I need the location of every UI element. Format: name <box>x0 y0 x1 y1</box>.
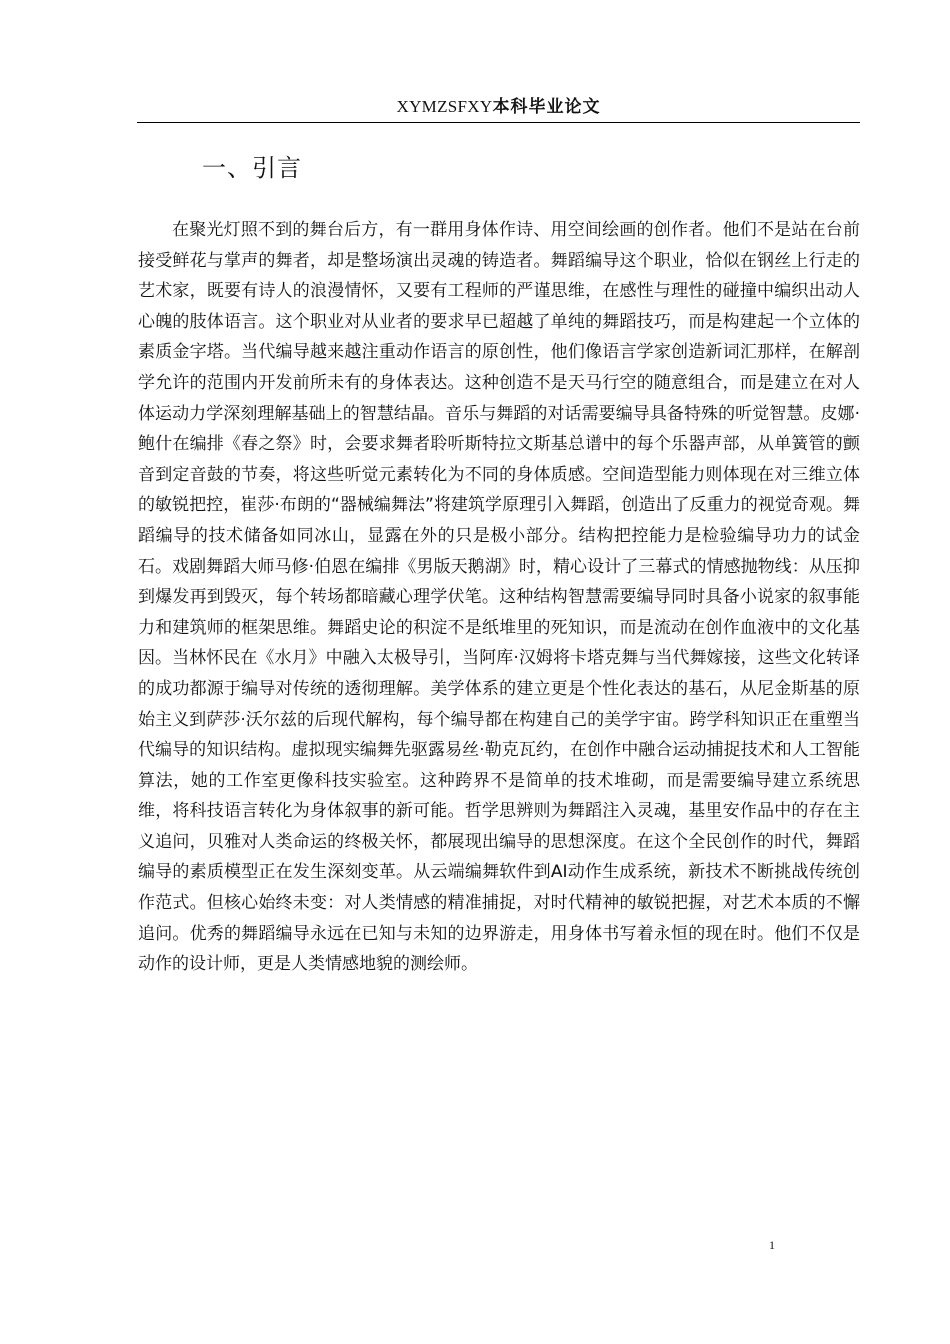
page-header <box>137 92 860 123</box>
header-code: XYMZSFXY <box>396 97 493 116</box>
page-number: 1 <box>769 1238 775 1252</box>
body-paragraph: 在聚光灯照不到的舞台后方，有一群用身体作诗、用空间绘画的创作者。他们不是站在台前接受鲜花与掌声的舞者，却是整场演出灵魂的铸造者。舞蹈编导这个职业，恰似在钢丝上行走的艺术家，既要有诗人的浪漫情怀，又要有工程师的严谨思维，在感性与理性的碰撞中编织出动人心魄的肢体语言。这个职业对从业者的要求早已超越了单纯的舞蹈技巧，而是构建起一个立体的素质金字塔。当代编导越来越注重动作语言的原创性，他们像语言学家创造新词汇那样，在解剖学允许的范围内开发前所未有的身体表达。这种创造不是天马行空的随意组合，而是建立在对人体运动力学深刻理解基础上的智慧结晶。音乐与舞蹈的对话需要编导具备特殊的听觉智慧。皮娜·鲍什在编排《春之祭》时，会要求舞者聆听斯特拉文斯基总谱中的每个乐器声部，从单簧管的颤音到定音鼓的节奏，将这些听觉元素转化为不同的身体质感。空间造型能力则体现在对三维立体的敏锐把控，崔莎·布朗的“器械编舞法”将建筑学原理引入舞蹈，创造出了反重力的视觉奇观。舞蹈编导的技术储备如同冰山，显露在外的只是极小部分。结构把控能力是检验编导功力的试金石。戏剧舞蹈大师马修·伯恩在编排《男版天鹅湖》时，精心设计了三幕式的情感抛物线：从压抑到爆发再到毁灭，每个转场都暗藏心理学伏笔。这种结构智慧需要编导同时具备小说家的叙事能力和建筑师的框架思维。舞蹈史论的积淀不是纸堆里的死知识，而是流动在创作血液中的文化基因。当林怀民在《水月》中融入太极导引，当阿库·汉姆将卡塔克舞与当代舞嫁接，这些文化转译的成功都源于编导对传统的透彻理解。美学体系的建立更是个性化表达的基石，从尼金斯基的原始主义到萨莎·沃尔兹的后现代解构，每个编导都在构建自己的美学宇宙。跨学科知识正在重塑当代编导的知识结构。虚拟现实编舞先驱露易丝·勒克瓦约，在创作中融合运动捕捉技术和人工智能算法，她的工作室更像科技实验室。这种跨界不是简单的技术堆砌，而是需要编导建立系统思维，将科技语言转化为身体叙事的新可能。哲学思辨则为舞蹈注入灵魂，基里安作品中的存在主义追问，贝雅对人类命运的终极关怀，都展现出编导的思想深度。在这个全民创作的时代，舞蹈编导的素质模型正在发生深刻变革。从云端编舞软件到AI动作生成系统，新技术不断挑战传统创作范式。但核心始终未变：对人类情感的精准捕捉，对时代精神的敏锐把握，对艺术本质的不懈追问。优秀的舞蹈编导永远在已知与未知的边界游走，用身体书写着永恒的现在时。他们不仅是动作的设计师，更是人类情感地貌的测绘师。 <box>138 220 860 975</box>
section-heading: 一、引言 <box>202 154 302 182</box>
header-title: 本科毕业论文 <box>492 97 601 117</box>
